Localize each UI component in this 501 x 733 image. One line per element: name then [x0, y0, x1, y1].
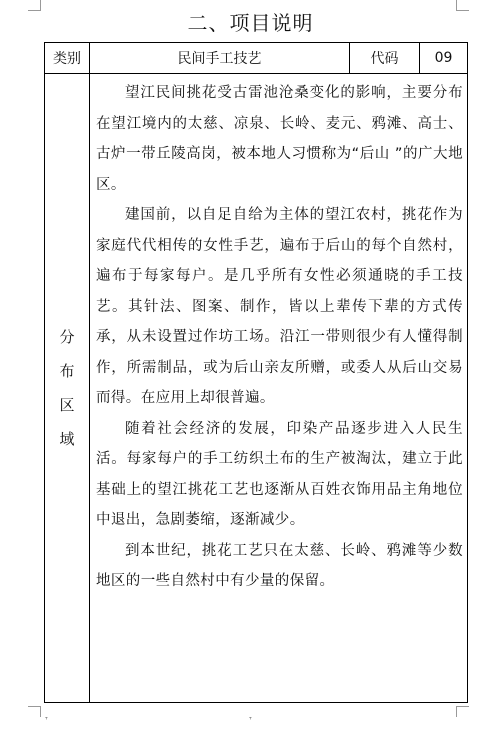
paragraph: 随着社会经济的发展，印染产品逐步进入人民生活。每家每户的手工纺织土布的生产被淘汰，建立于此基础上的望江挑花工艺也逐渐从百姓衣饰用品主角地位中退出，急剧萎缩，逐渐减少。: [96, 420, 463, 528]
label-char: 布: [59, 362, 75, 380]
page-mark-left: ᵀ: [45, 716, 48, 724]
paragraph: 望江民间挑花受古雷池沧桑变化的影响，主要分布在望江境内的太慈、凉泉、长岭、麦元、鸦滩、高士、古炉一带丘陵高岗，被本地人习惯称为“后山 ”的广大地区。: [96, 85, 463, 193]
code-value: 09: [420, 43, 468, 74]
distribution-area-label: [45, 74, 90, 703]
distribution-row: [45, 74, 468, 703]
category-label: 类别: [45, 43, 90, 74]
project-info-table: [44, 42, 468, 703]
code-label: 代码: [350, 43, 420, 74]
label-char: 域: [59, 430, 75, 448]
paragraph: 建国前，以自足自给为主体的望江农村，挑花作为家庭代代相传的女性手艺，遍布于后山的每个自然村，遍布于每家每户。是几乎所有女性必须通晓的手工技艺。其针法、图案、制作，皆以上辈传下辈的方式传承，从未设置过作坊工场。沿江一带则很少有人懂得制作，所需制品，或为后山亲友所赠，或委人从后山交易而得。在应用上却很普遍。: [96, 207, 463, 406]
label-char: 区: [59, 396, 75, 414]
distribution-description: [90, 74, 468, 703]
label-char: 分: [59, 328, 75, 346]
header-row: [45, 43, 468, 74]
category-value: 民间手工技艺: [90, 43, 350, 74]
crop-mark-bottom-right: [456, 706, 469, 717]
page-mark-center: ᵀ: [249, 716, 252, 724]
paragraph: 到本世纪，挑花工艺只在太慈、长岭、鸦滩等少数地区的一些自然村中有少量的保留。: [96, 542, 463, 589]
crop-mark-bottom-left: [28, 706, 41, 717]
section-title: 二、项目说明: [187, 11, 314, 35]
